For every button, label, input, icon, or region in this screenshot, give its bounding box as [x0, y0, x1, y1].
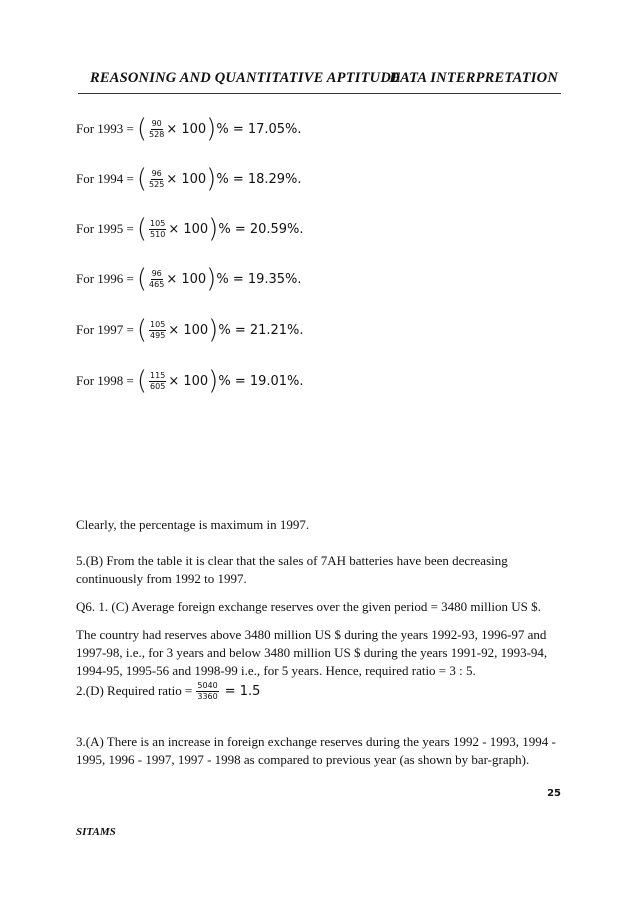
equation-denominator: 495	[150, 330, 166, 340]
equation-label: For 1994 =	[76, 171, 134, 186]
close-paren: )	[208, 366, 219, 396]
equation-label: For 1996 =	[76, 271, 134, 286]
paragraph-q6-1: Q6. 1. (C) Average foreign exchange reserves over the given period = 3480 million US $.	[76, 599, 541, 614]
equation-fraction	[149, 270, 164, 289]
open-paren: (	[136, 315, 148, 345]
header-title: REASONING AND QUANTITATIVE APTITUDE	[90, 70, 401, 86]
equation-fraction	[149, 372, 166, 391]
equation-result: % = 19.35%.	[216, 271, 302, 287]
ratio-label: 2.(D) Required ratio =	[76, 683, 193, 698]
equation-label: For 1997 =	[76, 322, 134, 337]
open-paren: (	[136, 366, 148, 396]
paragraph-q6-explanation: The country had reserves above 3480 million US $ during the years 1992-93, 1996-97 and 1997-98, i.e., for 3 years and below 3480 million US $ during the years 1991-92, 1993-94, 1994-95, 1995-56 and 1998-99 i.e., for 5 years. Hence, required ratio = 3 : 5.	[76, 627, 548, 678]
equation-result: % = 18.29%.	[216, 171, 302, 187]
times-100: × 100	[166, 271, 207, 287]
equation-numerator: 105	[150, 319, 166, 329]
equation-result: % = 20.59%.	[218, 221, 304, 237]
equation-fraction	[149, 321, 166, 340]
paragraph-answer-3: 3.(A) There is an increase in foreign exchange reserves during the years 1992 - 1993, 1994 - 1995, 1996 - 1997, 1997 - 1998 as compared to previous year (as shown by bar-graph).	[76, 734, 556, 767]
close-paren: )	[206, 164, 217, 194]
paragraph-conclusion: Clearly, the percentage is maximum in 1997.	[76, 517, 310, 532]
equation-row	[76, 262, 302, 296]
ratio-fraction	[196, 682, 218, 701]
equation-label: For 1998 =	[76, 373, 134, 388]
ratio-denominator: 3360	[197, 691, 218, 701]
equation-row	[76, 313, 304, 347]
paragraph-answer-5: 5.(B) From the table it is clear that the sales of 7AH batteries have been decreasing continuously from 1992 to 1997.	[76, 553, 508, 586]
open-paren: (	[136, 264, 148, 294]
equation-numerator: 90	[151, 118, 162, 128]
equation-numerator: 115	[150, 370, 166, 380]
equation-row	[76, 212, 304, 246]
close-paren: )	[206, 114, 217, 144]
footer-institution: SITAMS	[76, 826, 116, 838]
equation-fraction	[149, 120, 164, 139]
close-paren: )	[208, 315, 219, 345]
header-section: DATA INTERPRETATION	[389, 70, 558, 86]
ratio-result: = 1.5	[224, 683, 261, 699]
equation-row	[76, 112, 302, 146]
open-paren: (	[136, 164, 148, 194]
equation-result: % = 17.05%.	[216, 121, 302, 137]
times-100: × 100	[168, 221, 209, 237]
equation-denominator: 510	[150, 229, 166, 239]
equation-denominator: 465	[149, 279, 165, 289]
ratio-numerator: 5040	[197, 680, 218, 690]
open-paren: (	[136, 114, 148, 144]
equation-fraction	[149, 170, 164, 189]
close-paren: )	[208, 214, 219, 244]
equation-numerator: 105	[150, 218, 166, 228]
times-100: × 100	[166, 121, 207, 137]
equation-numerator: 96	[151, 268, 162, 278]
equation-result: % = 21.21%.	[218, 322, 304, 338]
close-paren: )	[206, 264, 217, 294]
page-number: 25	[547, 788, 561, 799]
equation-fraction	[149, 220, 166, 239]
equation-denominator: 528	[149, 129, 165, 139]
open-paren: (	[136, 214, 148, 244]
header-divider	[78, 93, 561, 94]
equation-denominator: 525	[149, 179, 165, 189]
times-100: × 100	[168, 373, 209, 389]
equation-row	[76, 162, 302, 196]
ratio-equation	[76, 678, 260, 704]
times-100: × 100	[168, 322, 209, 338]
equation-numerator: 96	[151, 168, 162, 178]
page-header	[90, 70, 558, 92]
equation-row	[76, 364, 304, 398]
equation-denominator: 605	[150, 381, 166, 391]
times-100: × 100	[166, 171, 207, 187]
equation-label: For 1993 =	[76, 121, 134, 136]
equation-result: % = 19.01%.	[218, 373, 304, 389]
equation-label: For 1995 =	[76, 221, 134, 236]
